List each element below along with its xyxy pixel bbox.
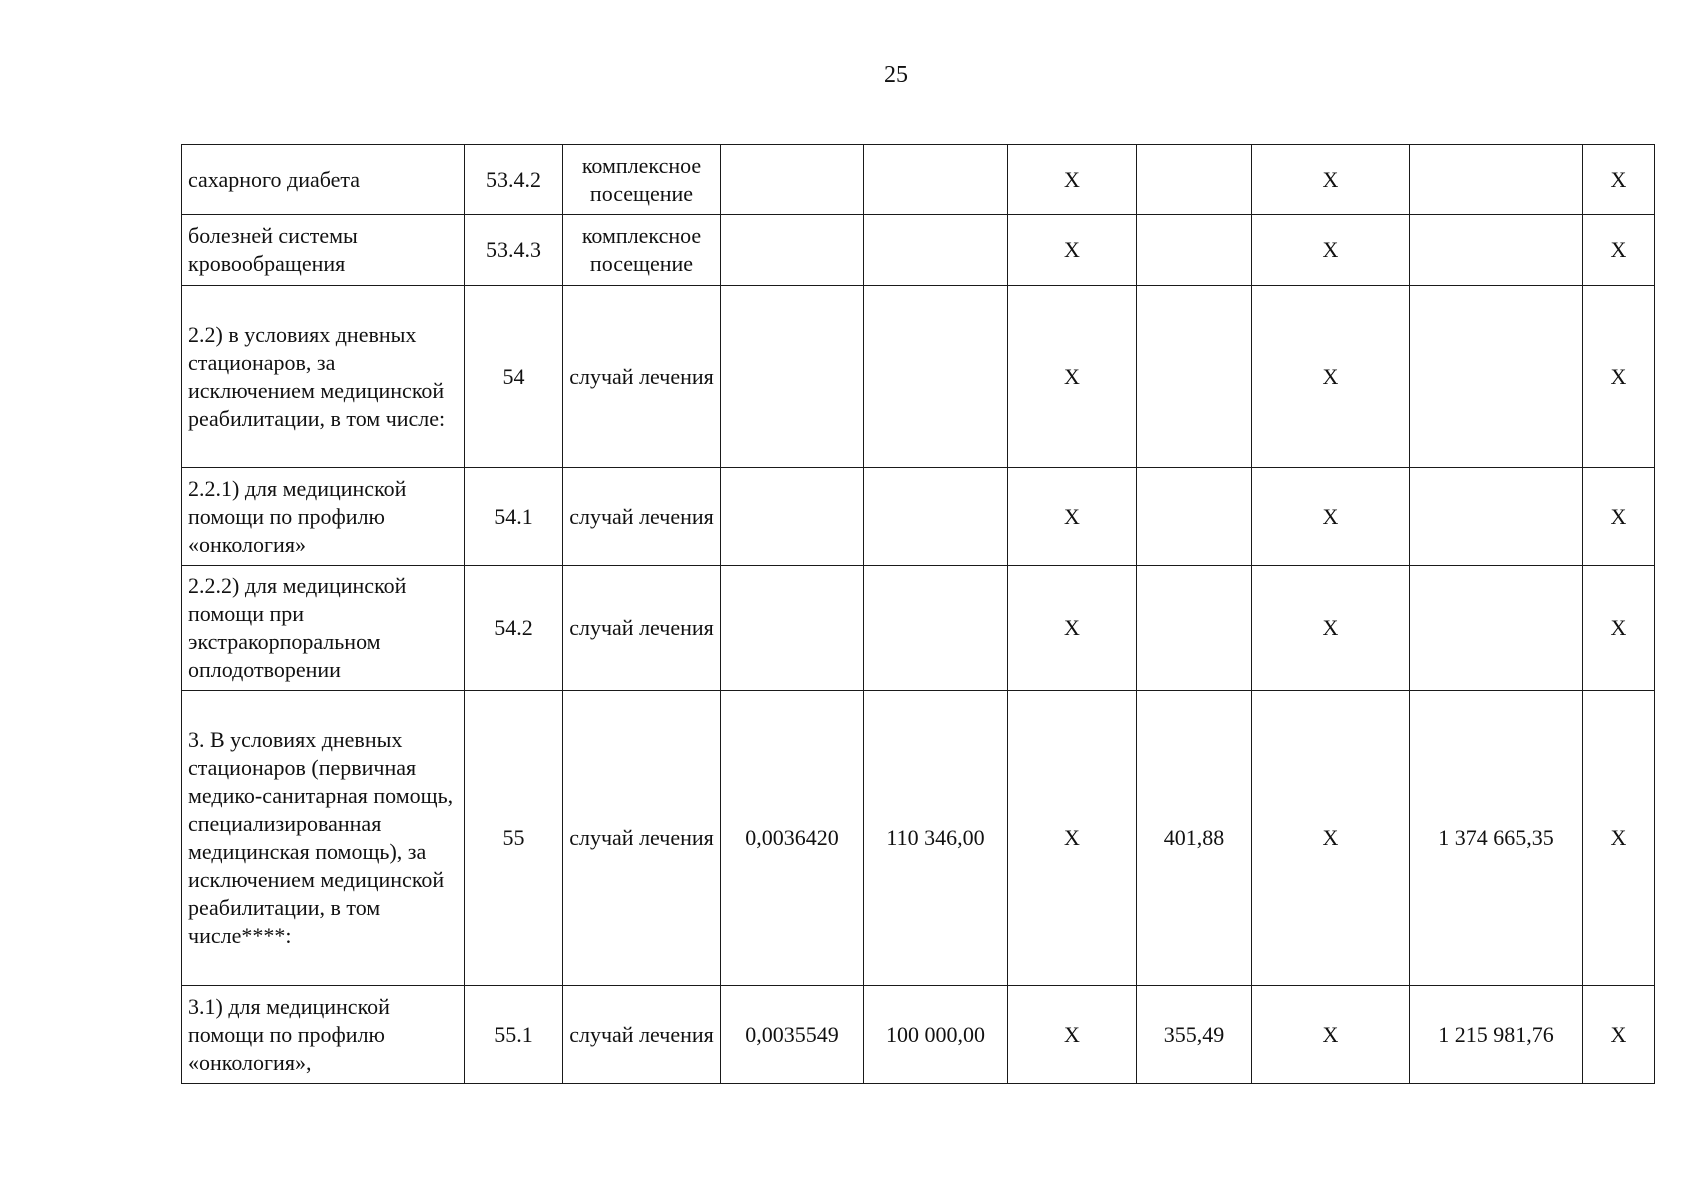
table-row [182,566,1655,691]
row-code: 54 [465,286,563,468]
row-cell: 355,49 [1137,986,1252,1084]
row-name: сахарного диабета [182,145,465,215]
row-unit: комплексное посещение [563,215,721,286]
row-cell: X [1583,691,1655,986]
row-cell: X [1252,145,1410,215]
row-cell: X [1583,286,1655,468]
row-cell [721,468,864,566]
row-cell: X [1008,986,1137,1084]
row-cell [1410,468,1583,566]
row-cell: X [1583,986,1655,1084]
row-cell [864,566,1008,691]
row-unit: случай лечения [563,566,721,691]
row-cell: X [1008,691,1137,986]
row-name: 3. В условиях дневных стационаров (первичная медико-санитарная помощь, специализированная медицинская помощь), за исключением медицинской реабилитации, в том числе****: [182,691,465,986]
row-cell: 0,0036420 [721,691,864,986]
row-cell [1137,566,1252,691]
row-cell [864,468,1008,566]
tariff-table [181,144,1655,1084]
table-row [182,286,1655,468]
row-cell [1137,215,1252,286]
row-unit: случай лечения [563,986,721,1084]
row-cell [1410,566,1583,691]
row-code: 53.4.2 [465,145,563,215]
row-cell: X [1583,215,1655,286]
row-cell: X [1008,286,1137,468]
row-cell: 1 215 981,76 [1410,986,1583,1084]
row-cell [721,145,864,215]
row-name: 2.2.2) для медицинской помощи при экстракорпоральном оплодотворении [182,566,465,691]
row-cell [721,215,864,286]
row-cell: X [1008,566,1137,691]
row-cell: 1 374 665,35 [1410,691,1583,986]
table-row [182,986,1655,1084]
row-name: 3.1) для медицинской помощи по профилю «онкология», [182,986,465,1084]
row-unit: комплексное посещение [563,145,721,215]
table-row [182,691,1655,986]
row-name: болезней системы кровообращения [182,215,465,286]
row-cell: X [1252,286,1410,468]
row-cell: 0,0035549 [721,986,864,1084]
row-cell: X [1583,566,1655,691]
row-cell: X [1252,986,1410,1084]
page-number: 25 [884,62,908,88]
row-cell [864,145,1008,215]
table-row [182,145,1655,215]
row-cell [1410,145,1583,215]
row-code: 54.1 [465,468,563,566]
row-cell: 100 000,00 [864,986,1008,1084]
row-code: 54.2 [465,566,563,691]
row-cell: 401,88 [1137,691,1252,986]
row-cell: X [1252,566,1410,691]
row-code: 55 [465,691,563,986]
row-cell: X [1252,691,1410,986]
row-code: 53.4.3 [465,215,563,286]
row-cell: X [1008,215,1137,286]
row-unit: случай лечения [563,691,721,986]
table-row [182,468,1655,566]
row-cell: X [1583,468,1655,566]
row-cell: 110 346,00 [864,691,1008,986]
row-name: 2.2) в условиях дневных стационаров, за исключением медицинской реабилитации, в том числе: [182,286,465,468]
row-cell: X [1583,145,1655,215]
row-unit: случай лечения [563,286,721,468]
row-cell [1410,286,1583,468]
row-cell: X [1008,145,1137,215]
row-code: 55.1 [465,986,563,1084]
row-unit: случай лечения [563,468,721,566]
row-cell [1410,215,1583,286]
row-cell [721,566,864,691]
row-cell: X [1252,468,1410,566]
row-cell [864,286,1008,468]
row-cell [1137,145,1252,215]
table-row [182,215,1655,286]
row-cell: X [1008,468,1137,566]
row-cell [864,215,1008,286]
row-cell [721,286,864,468]
row-cell: X [1252,215,1410,286]
row-cell [1137,286,1252,468]
row-name: 2.2.1) для медицинской помощи по профилю «онкология» [182,468,465,566]
row-cell [1137,468,1252,566]
